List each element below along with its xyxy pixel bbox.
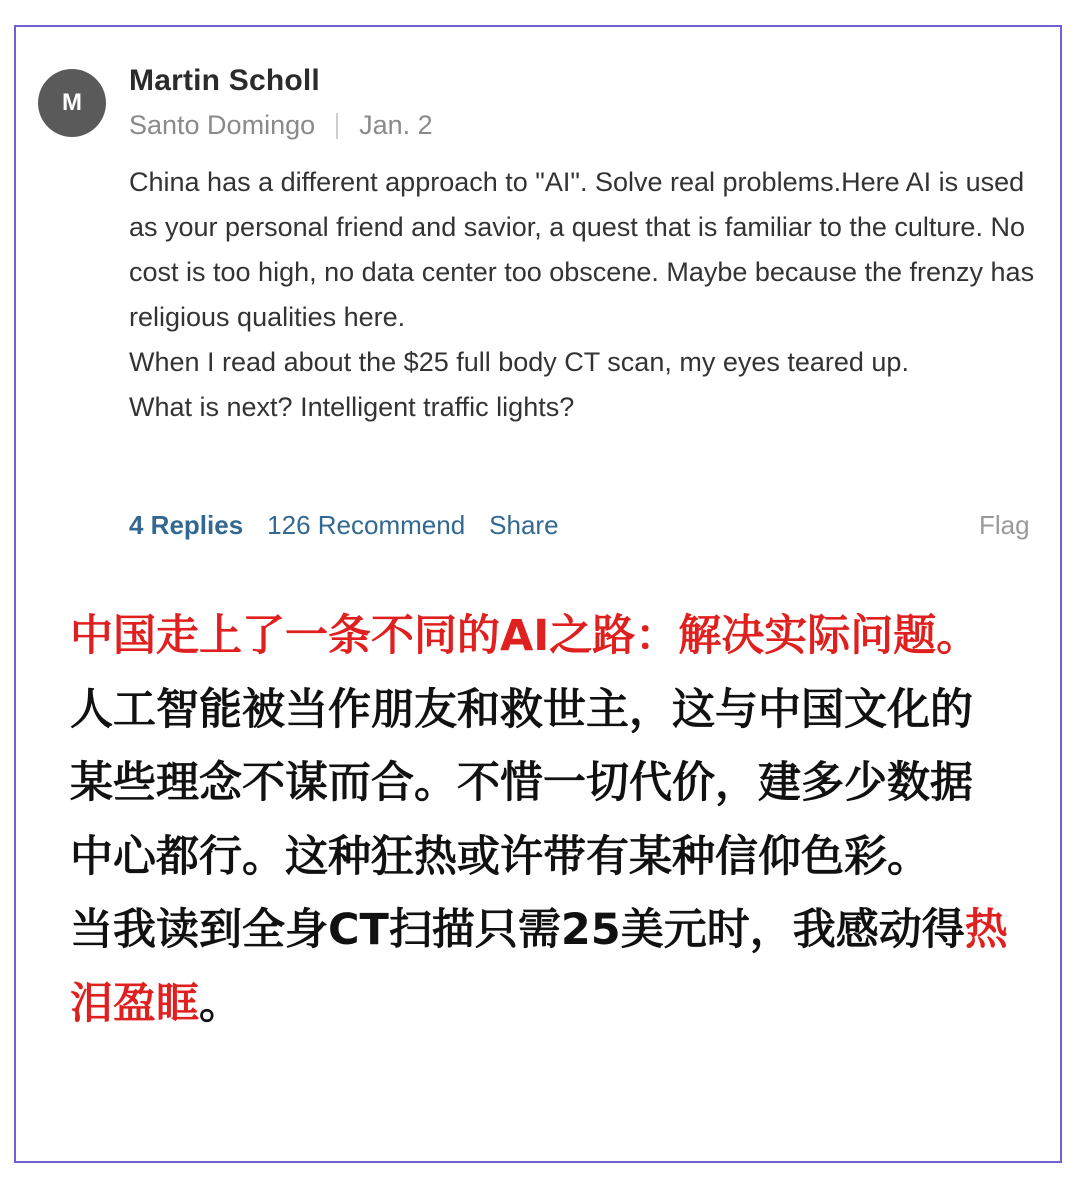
- comment-paragraph: What is next? Intelligent traffic lights?: [129, 392, 575, 422]
- chinese-translation: [70, 600, 1015, 1041]
- comment-meta: [129, 110, 433, 141]
- comment-paragraph: China has a different approach to "AI". Solve real problems.Here AI is used as your personal friend and savior, a quest that is familiar to the culture. No cost is too high, no data center too obscene. Maybe because the frenzy has religious qualities here.: [129, 167, 1035, 332]
- translation-text: 当我读到全身CT扫描只需25美元时，我感动得: [70, 905, 965, 955]
- comment-actions: [129, 510, 559, 541]
- translation-paragraph-2: [70, 894, 1015, 1041]
- translation-highlight: 中国走上了一条不同的AI之路：解决实际问题。: [70, 611, 980, 661]
- avatar: [38, 69, 106, 137]
- translation-text: 。: [199, 978, 242, 1029]
- flag-button[interactable]: Flag: [979, 510, 1030, 540]
- translation-paragraph-1: [70, 600, 1015, 894]
- comment-author: Martin Scholl: [129, 64, 320, 97]
- comment-date: Jan. 2: [359, 110, 433, 140]
- translation-text: 人工智能被当作朋友和救世主，这与中国文化的某些理念不谋而合。不惜一切代价，建多少数据中心都行。这种狂热或许带有某种信仰色彩。: [70, 684, 973, 882]
- avatar-initial: M: [62, 89, 82, 116]
- meta-divider: [336, 113, 338, 139]
- recommend-button[interactable]: 126 Recommend: [267, 510, 466, 540]
- comment-location: Santo Domingo: [129, 110, 316, 140]
- comment-body: [129, 160, 1054, 430]
- share-button[interactable]: Share: [489, 510, 559, 540]
- comment-paragraph: When I read about the $25 full body CT scan, my eyes teared up.: [129, 347, 909, 377]
- translation-highlight: 热泪盈眶: [70, 905, 1008, 1029]
- replies-button[interactable]: 4 Replies: [129, 510, 244, 540]
